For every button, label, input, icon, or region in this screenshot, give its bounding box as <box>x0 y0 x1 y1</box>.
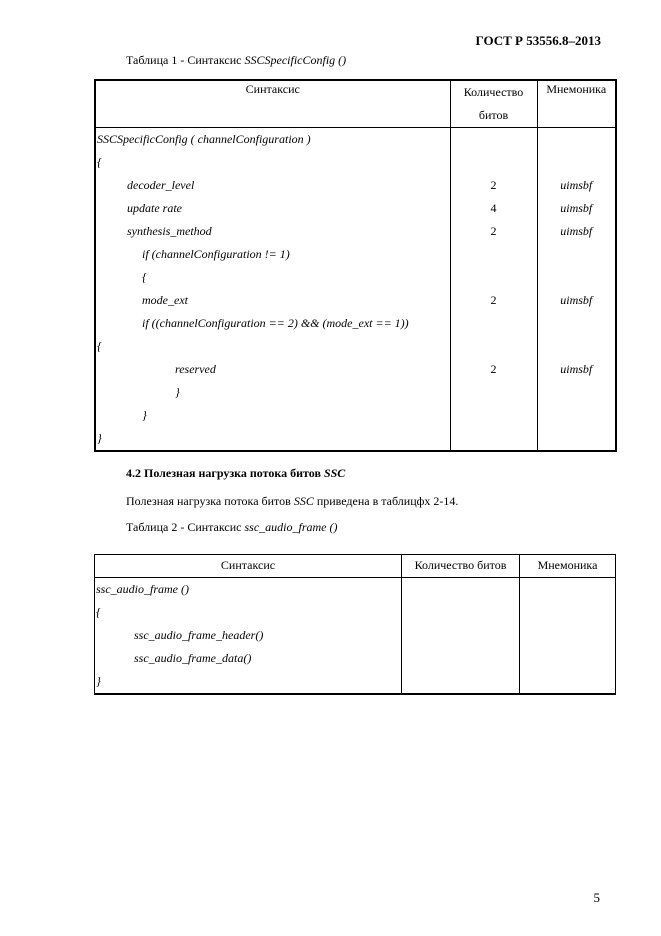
table1-mnemonic-cell <box>538 312 616 335</box>
table1-bits-cell: 2 <box>490 224 497 238</box>
table1-caption <box>126 53 346 68</box>
table2-bits-column <box>402 578 520 695</box>
table1-mnemonic-cell <box>538 151 616 174</box>
table2-caption <box>126 520 338 535</box>
paragraph-name: SSC <box>293 494 314 508</box>
table1-header-bits-line1: Количество <box>463 85 524 99</box>
section-heading-prefix: 4.2 Полезная нагрузка потока битов <box>126 466 324 480</box>
table1-row: mode_ext <box>142 293 188 307</box>
table2-header-mnemonic: Мнемоника <box>520 555 616 578</box>
table1-row: synthesis_method <box>127 224 212 238</box>
table2-row: ssc_audio_frame_data() <box>134 651 252 665</box>
table1-header-mnemonic: Мнемоника <box>537 80 616 128</box>
table1-mnemonic-column <box>537 128 616 452</box>
table1-row: { <box>142 270 147 284</box>
table1-header-bits <box>450 80 537 128</box>
table2-syntax-column <box>95 578 402 695</box>
table1-mnemonic-cell <box>538 128 616 151</box>
table1-bits-cell <box>451 151 537 174</box>
table1-mnemonic-cell <box>538 266 616 289</box>
table1-row: decoder_level <box>127 178 195 192</box>
table1-bits-cell: 2 <box>490 293 497 307</box>
table2-header-bits: Количество битов <box>402 555 520 578</box>
table1-bits-column <box>450 128 537 452</box>
table1-row: update rate <box>127 201 182 215</box>
table1-mnemonic-cell <box>538 427 616 450</box>
section-heading <box>126 466 345 481</box>
table1-header-syntax: Синтаксис <box>95 80 450 128</box>
table1-mnemonic-cell: uimsbf <box>560 362 593 376</box>
table1-bits-cell <box>451 243 537 266</box>
table1-row: reserved <box>175 362 216 376</box>
table1-mnemonic-cell: uimsbf <box>560 293 593 307</box>
page-number: 5 <box>593 890 600 905</box>
section-heading-name: SSC <box>323 466 346 480</box>
table1-bits-cell: 4 <box>490 201 497 215</box>
standard-number: ГОСТ Р 53556.8–2013 <box>475 33 601 48</box>
table1-mnemonic-cell <box>538 381 616 404</box>
table1-row: if (channelConfiguration != 1) <box>142 247 290 261</box>
paragraph-prefix: Полезная нагрузка потока битов <box>126 494 294 508</box>
table1-header-bits-line2: битов <box>478 108 509 122</box>
table2-row: { <box>96 605 101 619</box>
table1-mnemonic-cell: uimsbf <box>560 178 593 192</box>
table1-bits-cell <box>451 128 537 151</box>
table1-mnemonic-cell: uimsbf <box>560 224 593 238</box>
table1-row: if ((channelConfiguration == 2) && (mode_ext == 1)) <box>142 316 409 330</box>
table2-caption-name: ssc_audio_frame () <box>244 520 338 534</box>
table2-row: ssc_audio_frame () <box>96 582 189 596</box>
table1-caption-prefix: Таблица 1 - Синтаксис <box>126 53 245 67</box>
table1-bits-cell <box>451 381 537 404</box>
table1-mnemonic-cell <box>538 404 616 427</box>
table1 <box>94 79 617 452</box>
table1-bits-cell <box>451 427 537 450</box>
table2-row: ssc_audio_frame_header() <box>134 628 264 642</box>
table1-bits-cell: 2 <box>490 362 497 376</box>
table1-mnemonic-cell: uimsbf <box>560 201 593 215</box>
table1-mnemonic-cell <box>538 243 616 266</box>
table2 <box>94 554 616 695</box>
section-paragraph <box>126 494 458 509</box>
table1-bits-cell: 2 <box>490 178 497 192</box>
table1-bits-cell <box>451 312 537 335</box>
table1-bits-cell <box>451 335 537 358</box>
table2-caption-prefix: Таблица 2 - Синтаксис <box>126 520 245 534</box>
table1-row: } <box>97 431 102 445</box>
table1-syntax-column <box>95 128 450 452</box>
table1-row: } <box>175 385 180 399</box>
table1-row: SSCSpecificConfig ( channelConfiguration ) <box>97 132 311 146</box>
table1-bits-cell <box>451 266 537 289</box>
paragraph-suffix: приведена в таблицфх 2-14. <box>313 494 459 508</box>
table2-header-syntax: Синтаксис <box>95 555 402 578</box>
table1-mnemonic-cell <box>538 335 616 358</box>
table1-row: { <box>97 339 102 353</box>
table1-caption-name: SSCSpecificConfig () <box>244 53 347 67</box>
table2-mnemonic-column <box>520 578 616 695</box>
table1-row: { <box>97 155 102 169</box>
table1-bits-cell <box>451 404 537 427</box>
table1-row: } <box>142 408 147 422</box>
table2-row: } <box>96 674 101 688</box>
